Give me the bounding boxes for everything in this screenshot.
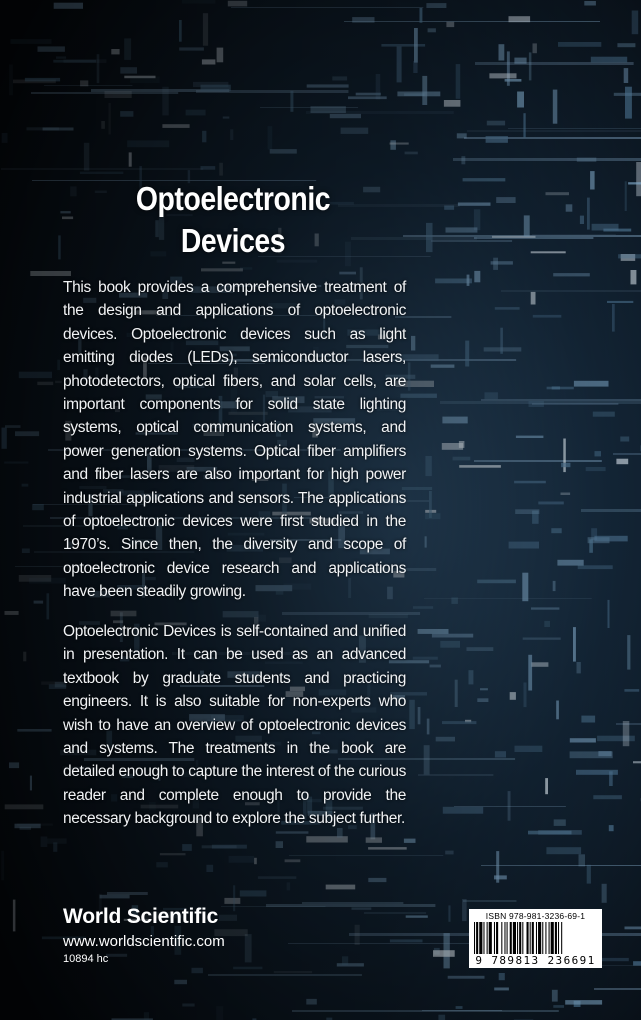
book-title-line-2: Devices	[180, 222, 286, 259]
isbn-label: ISBN 978-981-3236-69-1	[485, 911, 586, 921]
barcode-digits: 9 789813 236691	[475, 954, 596, 967]
catalog-code: 10894 hc	[63, 953, 109, 965]
book-title-line-1: Optoelectronic	[135, 180, 331, 217]
barcode-bars	[474, 922, 597, 954]
isbn-barcode	[469, 909, 602, 968]
publisher-website: www.worldscientific.com	[63, 933, 225, 950]
description-paragraph-1: This book provides a comprehensive treatment of the design and applications of optoelectronic devices. Optoelectronic devices such as light emitting diodes (LEDs), semiconductor lasers, photodetectors, optical fibers, and solar cells, are important components for solid state lighting systems, optical communication systems, and power generation systems. Optical fiber amplifiers and fiber lasers are also important for high power industrial applications and sensors. The applications of optoelectronic devices were first studied in the 1970’s. Since then, the diversity and scope of optoelectronic device research and applications have been steadily growing.	[63, 279, 406, 601]
description-paragraph-2: Optoelectronic Devices is self-contained and unified in presentation. It can be used as an advanced textbook by graduate students and practicing engineers. It is also suitable for non-experts who wish to have an overview of optoelectronic devices and systems. The treatments in the book are detailed enough to capture the interest of the curious reader and complete enough to provide the necessary background to explore the subject further.	[63, 623, 407, 828]
publisher-name: World Scientific	[63, 905, 219, 928]
